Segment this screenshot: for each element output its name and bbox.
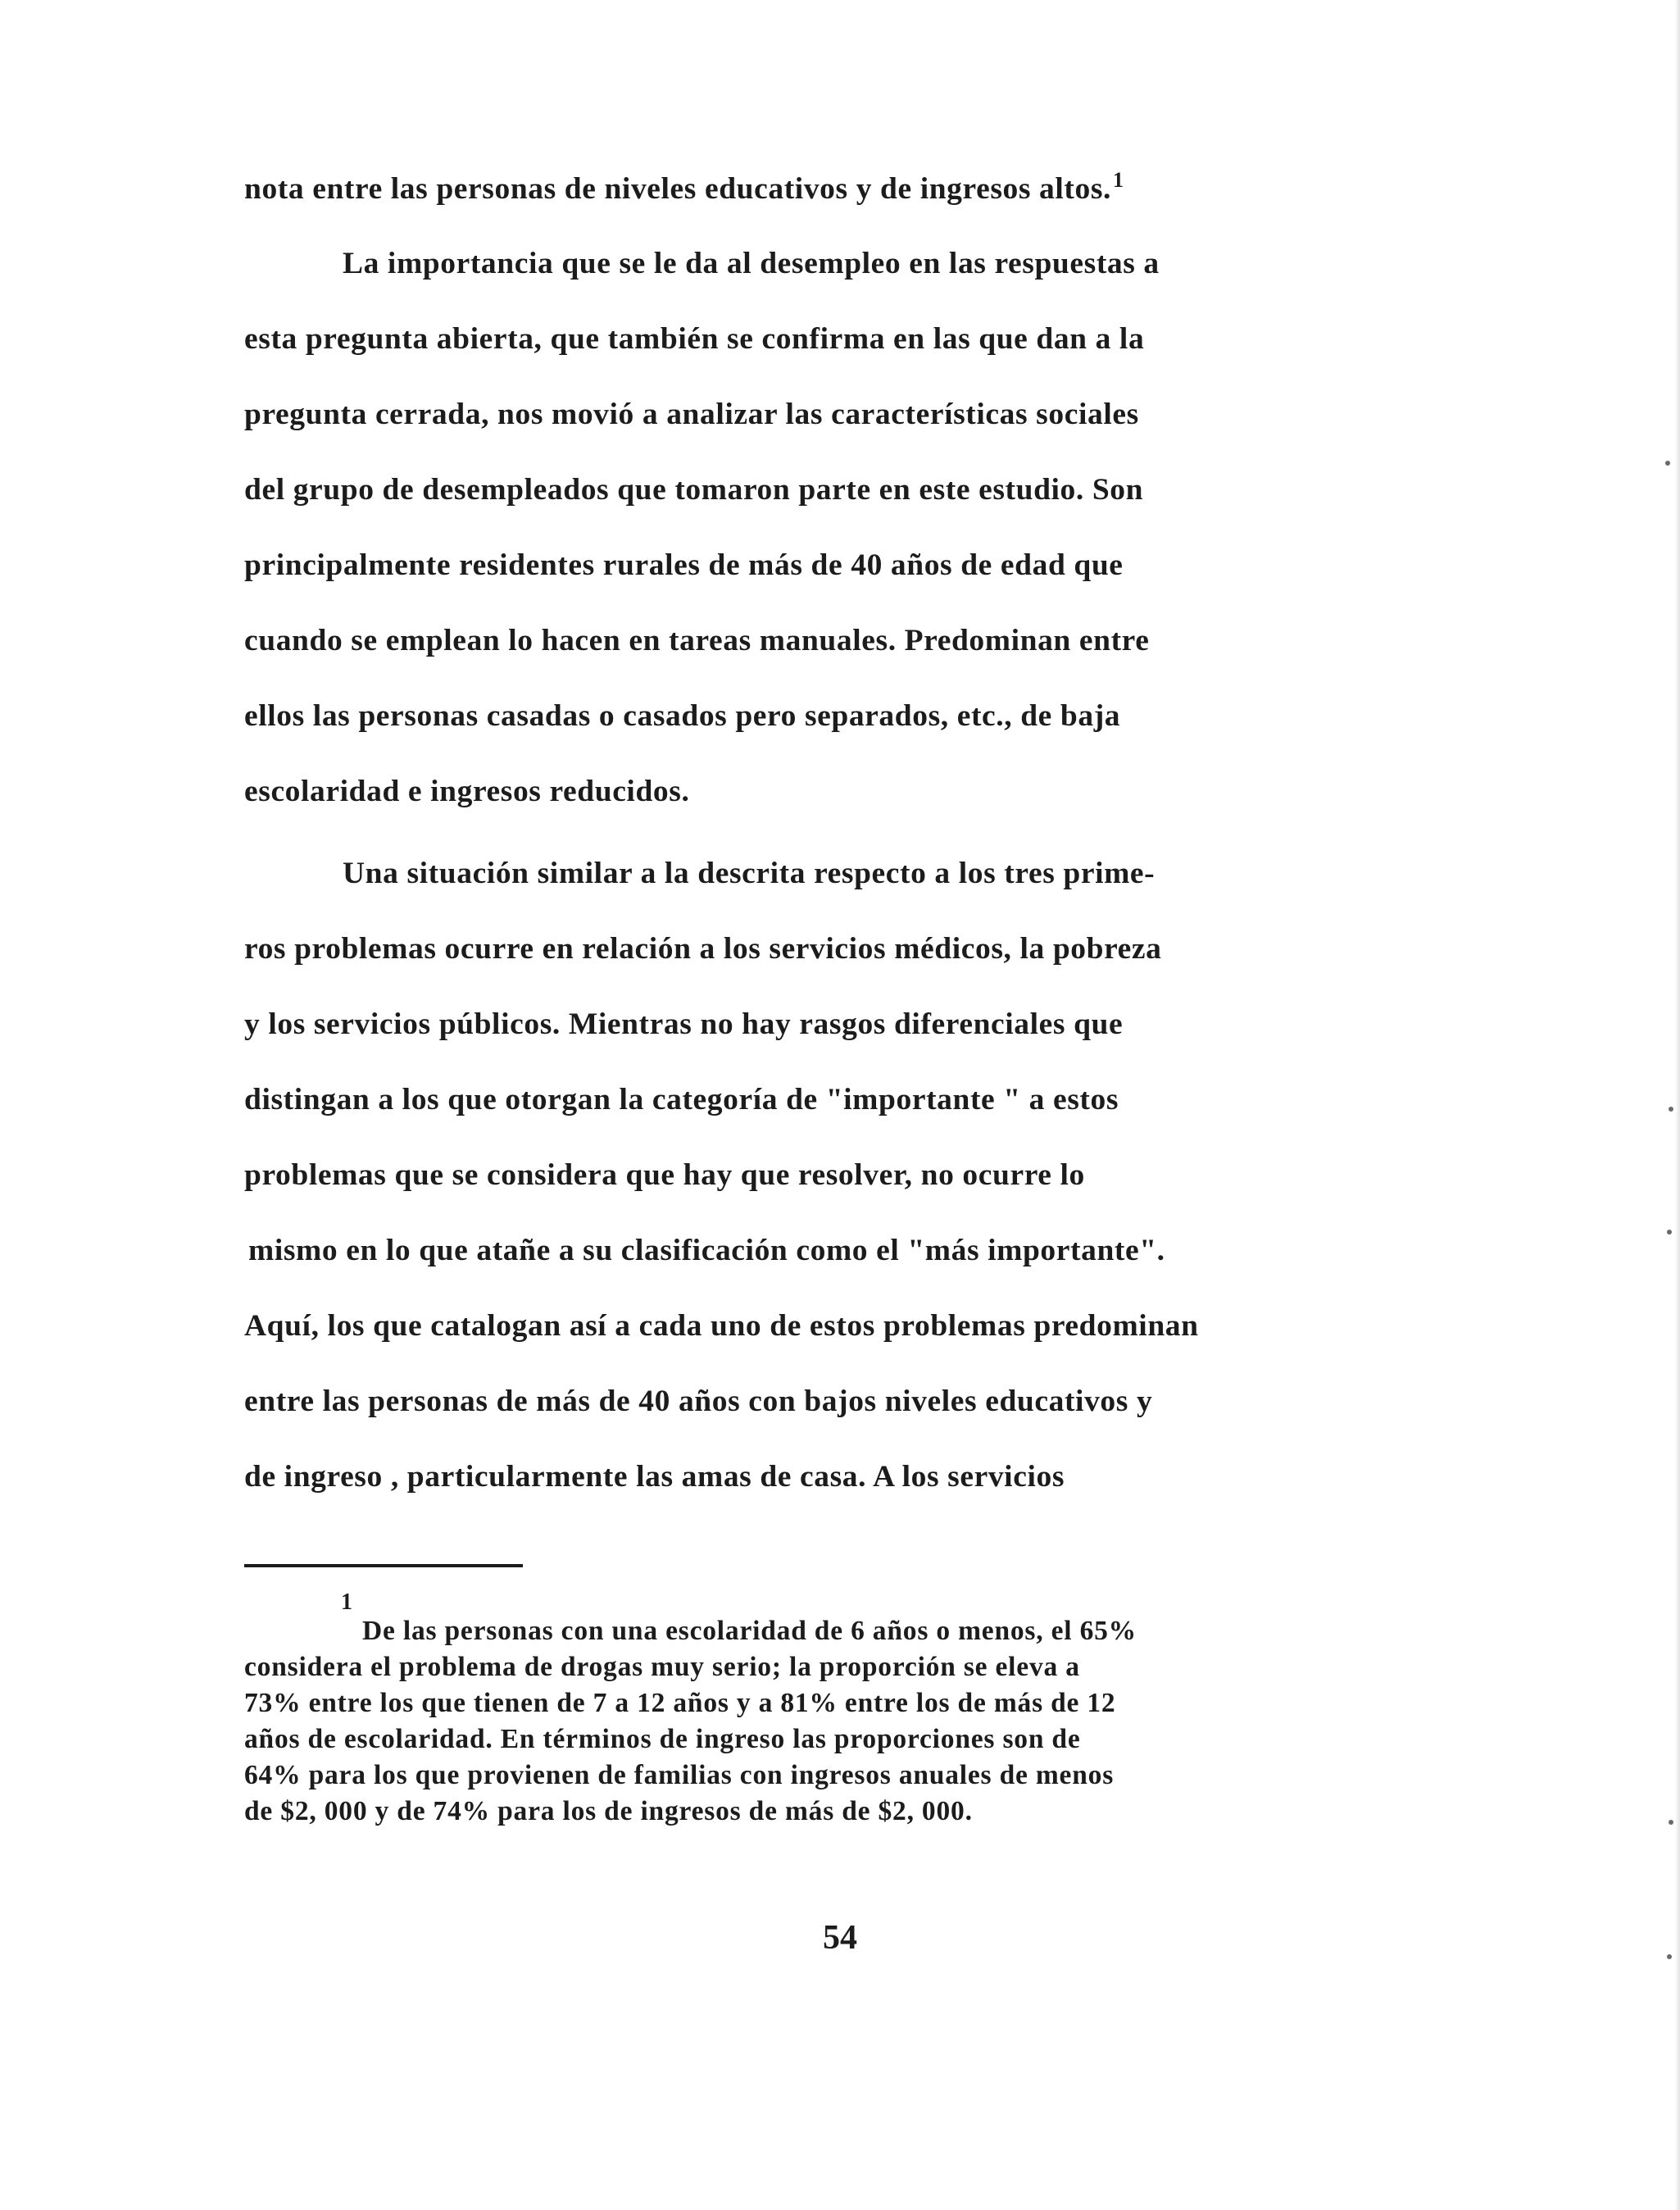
footnote-line-4: años de escolaridad. En términos de ingreso las proporciones son de	[244, 1724, 1081, 1754]
body-line-15: mismo en lo que atañe a su clasificación como el "más importante".	[248, 1234, 1165, 1267]
body-line-16: Aquí, los que catalogan así a cada uno de estos problemas predominan	[244, 1309, 1199, 1343]
body-line-3: esta pregunta abierta, que también se confirma en las que dan a la	[244, 322, 1145, 356]
page-edge-shadow	[1675, 0, 1680, 2210]
page-number: 54	[823, 1919, 857, 1957]
footnote-number: 1	[341, 1589, 352, 1615]
body-line-10: Una situación similar a la descrita respecto a los tres prime-	[343, 857, 1156, 890]
footnote-line-5: 64% para los que provienen de familias con ingresos anuales de menos	[244, 1760, 1115, 1790]
body-line-2: La importancia que se le da al desempleo en las respuestas a	[343, 247, 1160, 280]
body-line-13: distingan a los que otorgan la categoría de "importante " a estos	[244, 1083, 1119, 1116]
body-line-14: problemas que se considera que hay que resolver, no ocurre lo	[244, 1158, 1085, 1192]
body-line-5: del grupo de desempleados que tomaron parte en este estudio. Son	[244, 473, 1144, 507]
scan-speck	[1669, 1820, 1673, 1825]
scan-speck	[1665, 461, 1670, 466]
body-line-7: cuando se emplean lo hacen en tareas manuales. Predominan entre	[244, 624, 1150, 657]
footnote-line-1: De las personas con una escolaridad de 6 años o menos, el 65%	[362, 1616, 1137, 1646]
body-line-17: entre las personas de más de 40 años con bajos niveles educativos y	[244, 1385, 1153, 1418]
footnote-line-6: de $2, 000 y de 74% para los de ingresos de más de $2, 000.	[244, 1796, 973, 1826]
scan-speck	[1667, 1954, 1672, 1959]
scan-speck	[1669, 1107, 1673, 1112]
body-line-4: pregunta cerrada, nos movió a analizar las características sociales	[244, 398, 1139, 431]
footnote-line-2: considera el problema de drogas muy serio; la proporción se eleva a	[244, 1652, 1080, 1682]
body-line-1	[244, 162, 1124, 207]
body-line-11: ros problemas ocurre en relación a los servicios médicos, la pobreza	[244, 932, 1162, 966]
scan-speck	[1667, 1230, 1672, 1235]
footnote-line-3: 73% entre los que tienen de 7 a 12 años y a 81% entre los de más de 12	[244, 1688, 1116, 1718]
body-line-1-text: nota entre las personas de niveles educativos y de ingresos altos.	[244, 172, 1112, 206]
body-line-8: ellos las personas casadas o casados pero separados, etc., de baja	[244, 699, 1121, 733]
body-line-6: principalmente residentes rurales de más de 40 años de edad que	[244, 548, 1124, 582]
footnote-reference: 1	[1113, 168, 1124, 192]
body-line-12: y los servicios públicos. Mientras no hay rasgos diferenciales que	[244, 1007, 1124, 1041]
body-line-9: escolaridad e ingresos reducidos.	[244, 775, 690, 808]
body-line-18: de ingreso , particularmente las amas de casa. A los servicios	[244, 1460, 1065, 1494]
footnote-separator	[244, 1564, 523, 1567]
